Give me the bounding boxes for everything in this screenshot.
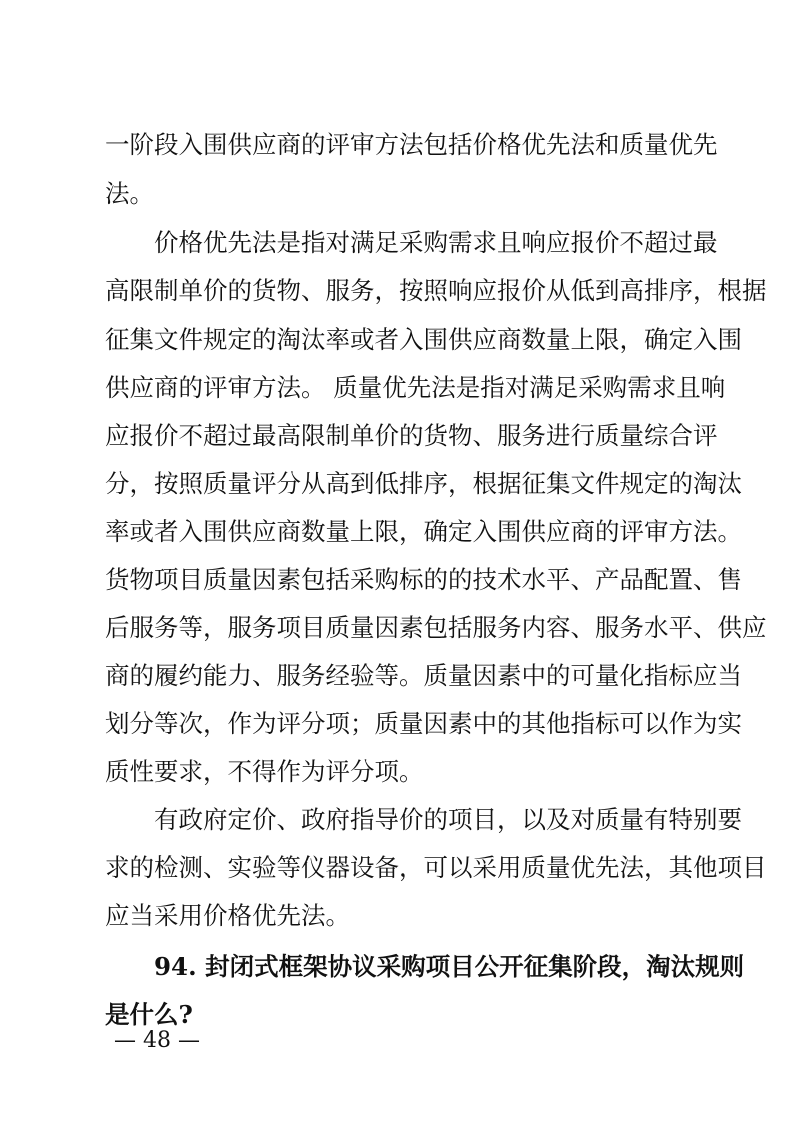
paragraph-2-line-1: 价格优先法是指对满足采购需求且响应报价不超过最 xyxy=(154,228,718,257)
paragraph-2-line-10: 商的履约能力、服务经验等。质量因素中的可量化指标应当 xyxy=(105,661,742,690)
paragraph-3-line-1: 有政府定价、政府指导价的项目，以及对质量有特别要 xyxy=(154,805,742,834)
paragraph-2-line-6: 分，按照质量评分从高到低排序，根据征集文件规定的淘汰 xyxy=(105,469,742,498)
paragraph-2-line-8: 货物项目质量因素包括采购标的的技术水平、产品配置、售 xyxy=(105,565,742,594)
paragraph-2-line-7: 率或者入围供应商数量上限，确定入围供应商的评审方法。 xyxy=(105,517,742,546)
paragraph-3-line-3: 应当采用价格优先法。 xyxy=(105,901,350,930)
question-heading-line-2: 是什么? xyxy=(105,1000,193,1029)
paragraph-2-line-12: 质性要求，不得作为评分项。 xyxy=(105,757,424,786)
page-number: — 48 — xyxy=(114,1028,200,1053)
paragraph-2-line-4: 供应商的评审方法。 质量优先法是指对满足采购需求且响 xyxy=(105,373,726,402)
paragraph-1-line-1: 一阶段入围供应商的评审方法包括价格优先法和质量优先 xyxy=(105,130,718,159)
paragraph-2-line-11: 划分等次，作为评分项；质量因素中的其他指标可以作为实 xyxy=(105,709,742,738)
paragraph-3-line-2: 求的检测、实验等仪器设备，可以采用质量优先法，其他项目 xyxy=(105,853,767,882)
paragraph-2-line-2: 高限制单价的货物、服务，按照响应报价从低到高排序，根据 xyxy=(105,276,767,305)
paragraph-1-line-2: 法。 xyxy=(105,179,154,208)
paragraph-2-line-3: 征集文件规定的淘汰率或者入围供应商数量上限，确定入围 xyxy=(105,325,742,354)
paragraph-2-line-5: 应报价不超过最高限制单价的货物、服务进行质量综合评 xyxy=(105,421,718,450)
paragraph-2-line-9: 后服务等，服务项目质量因素包括服务内容、服务水平、供应 xyxy=(105,613,767,642)
question-heading-line-1: 94. 封闭式框架协议采购项目公开征集阶段，淘汰规则 xyxy=(154,952,745,981)
